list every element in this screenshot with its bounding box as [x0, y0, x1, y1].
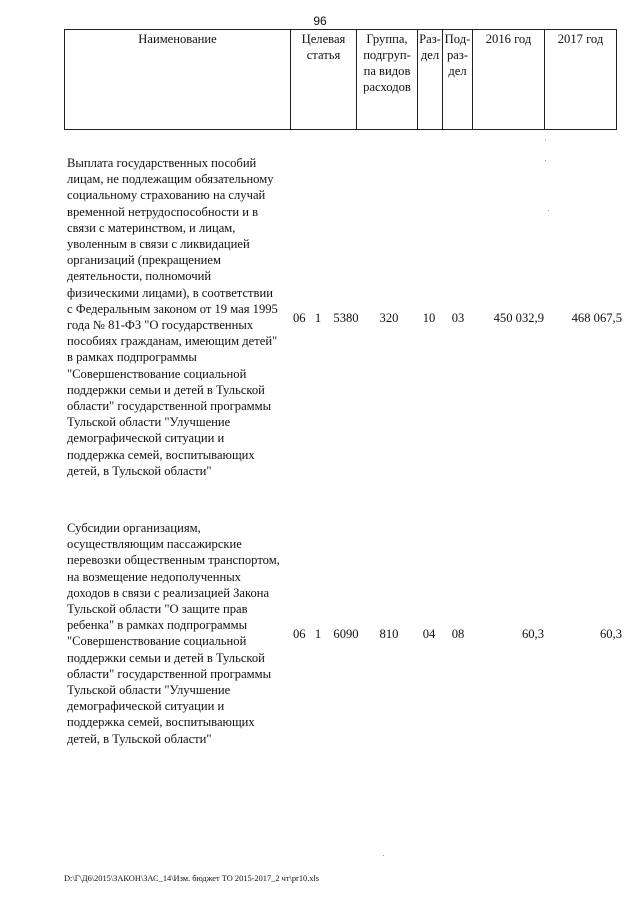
- scan-speck: [548, 210, 549, 211]
- description-line: поддержка семей, воспитывающих: [67, 715, 255, 730]
- header-target-article-line: статья: [306, 48, 341, 62]
- amount-2017: 468 067,5: [571, 311, 622, 325]
- code-subprogram: 1: [314, 311, 322, 325]
- code-program: 06: [293, 311, 306, 325]
- description-line: Субсидии организациям,: [67, 521, 201, 535]
- description-line: поддержка семей, воспитывающих: [67, 447, 255, 462]
- description-line: в рамках подпрограммы: [67, 350, 197, 365]
- row-description: [67, 155, 293, 479]
- description-line: лицам, не подлежащим обязательному: [67, 172, 274, 187]
- header-year-2016: 2016 год: [473, 30, 545, 130]
- description-line: перевозки общественным транспортом,: [67, 553, 280, 568]
- expense-group: 810: [379, 627, 399, 641]
- description-line: "Совершенствование социальной: [67, 366, 247, 381]
- description-line: физическими лицами), в соответствии: [67, 285, 273, 300]
- description-line: Выплата государственных пособий: [67, 156, 257, 170]
- amount-2016: 60,3: [521, 627, 544, 641]
- header-subsection-line: раз-: [446, 48, 469, 62]
- header-group-line: подгруп-: [363, 48, 411, 62]
- header-section-line: Раз-: [419, 32, 441, 46]
- code-program: 06: [293, 627, 306, 641]
- header-subsection-line: Под-: [444, 32, 471, 46]
- description-line: области" государственной программы: [67, 666, 272, 681]
- description-line: организаций (прекращением: [67, 253, 221, 268]
- scan-speck: [545, 160, 546, 161]
- section-code: 04: [422, 627, 436, 641]
- description-line: с Федеральным законом от 19 мая 1995: [67, 301, 278, 316]
- description-line: "Совершенствование социальной: [67, 634, 247, 649]
- page-number: 96: [313, 14, 327, 28]
- header-name: Наименование: [65, 30, 291, 130]
- scan-speck: [383, 855, 384, 856]
- description-line: года № 81-ФЗ "О государственных: [67, 318, 254, 333]
- description-line: на возмещение недополученных: [67, 569, 241, 584]
- amount-2016: 450 032,9: [493, 311, 544, 325]
- description-line: временной нетрудоспособности и в: [67, 204, 259, 219]
- description-line: ребенка" в рамках подпрограммы: [67, 618, 248, 633]
- description-line: доходов в связи с реализацией Закона: [67, 585, 270, 600]
- header-subsection: [443, 30, 473, 130]
- header-group-line: Группа,: [366, 32, 408, 46]
- row-description: [67, 520, 293, 747]
- header-section: [418, 30, 443, 130]
- header-group-line: расходов: [363, 80, 411, 94]
- description-line: Тульской области "О защите прав: [67, 602, 248, 617]
- subsection-code: 03: [451, 311, 465, 325]
- code-subprogram: 1: [314, 627, 322, 641]
- footer-file-path: D:\Г\Д6\2015\ЗАКОН\ЗАС_14\Изм. бюджет ТО 2015-2017_2 чт\pr10.xls: [64, 874, 320, 883]
- description-line: социальному страхованию на случай: [67, 188, 266, 203]
- description-line: области" государственной программы: [67, 399, 272, 414]
- description-line: Тульской области "Улучшение: [67, 683, 231, 698]
- description-line: демографической ситуации и: [67, 699, 225, 714]
- section-code: 10: [422, 311, 436, 325]
- scan-speck: [545, 140, 546, 141]
- expense-group: 320: [379, 311, 399, 325]
- description-line: детей, в Тульской области": [67, 463, 212, 478]
- description-line: пособиях гражданам, имеющим детей": [67, 334, 278, 349]
- description-line: осуществляющим пассажирские: [67, 537, 242, 552]
- description-line: демографической ситуации и: [67, 431, 225, 446]
- code-direction: 5380: [333, 311, 359, 325]
- description-line: поддержки семьи и детей в Тульской: [67, 650, 265, 665]
- header-group-line: па видов: [363, 64, 411, 78]
- description-line: поддержки семьи и детей в Тульской: [67, 382, 265, 397]
- header-group: [357, 30, 418, 130]
- table-header: [64, 29, 617, 130]
- description-line: уволенным в связи с ликвидацией: [67, 237, 250, 252]
- subsection-code: 08: [451, 627, 465, 641]
- description-line: Тульской области "Улучшение: [67, 415, 231, 430]
- description-line: детей, в Тульской области": [67, 731, 212, 746]
- header-year-2017: 2017 год: [545, 30, 617, 130]
- header-subsection-line: дел: [448, 64, 467, 78]
- description-line: деятельности, полномочий: [67, 269, 212, 284]
- code-direction: 6090: [333, 627, 359, 641]
- header-section-line: дел: [420, 48, 440, 62]
- header-target-article: [291, 30, 357, 130]
- amount-2017: 60,3: [599, 627, 622, 641]
- description-line: связи с материнством, и лицам,: [67, 220, 236, 235]
- header-target-article-line: Целевая: [301, 32, 346, 46]
